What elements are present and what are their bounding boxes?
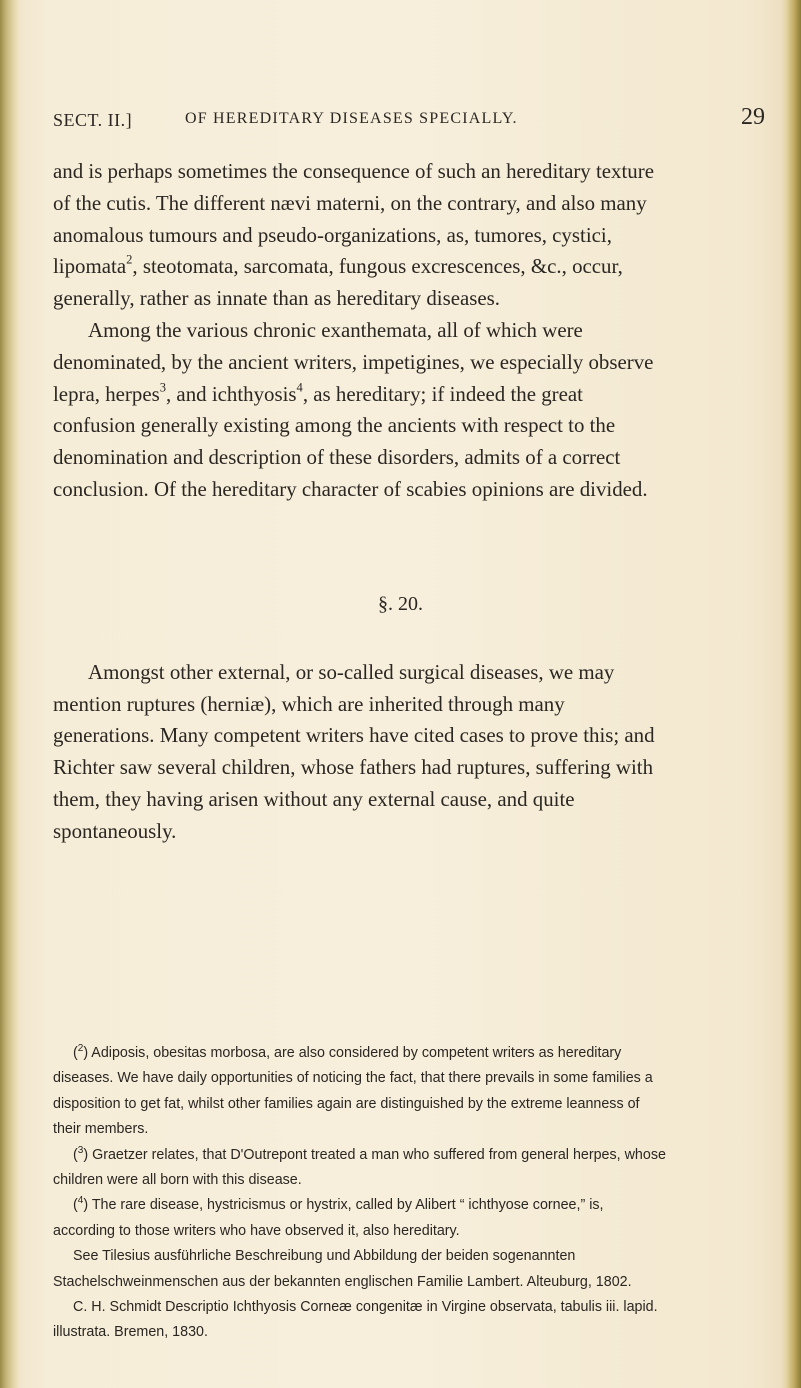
footnote-3 (53, 1143, 668, 1194)
body-text (53, 156, 668, 506)
footnote-3-number: 3 (77, 1144, 84, 1156)
header-title: OF HEREDITARY DISEASES SPECIALLY. (185, 110, 518, 127)
footnote-3-close: ) (83, 1146, 89, 1163)
footnote-4-number: 4 (77, 1195, 84, 1207)
footnotes (53, 1041, 668, 1346)
section-paragraph: Amongst other external, or so-called surgical diseases, we may mention ruptures (herniæ), which are inherited through many generations. Many competent writers have cited cases to prove this; and Richter saw several children, whose fathers had ruptures, suffering with them, they having arisen without any external cause, and quite spontaneously. (53, 659, 655, 843)
footnote-4-close: ) (83, 1197, 89, 1214)
footnote-4 (53, 1193, 668, 1244)
paragraph-2 (53, 315, 668, 506)
header-section: SECT. II.] (53, 110, 133, 130)
footnote-4-tilesius: See Tilesius ausführliche Beschreibung und Abbildung der beiden sogenannten Stachelschweinmenschen aus der bekannten englischen Familie Lambert. Alteuburg, 1802. (53, 1248, 632, 1290)
footnote-2-open: ( (73, 1045, 78, 1061)
footnote-ref-4: 4 (296, 380, 303, 395)
footnote-ref-3: 3 (159, 380, 166, 395)
paragraph-2-text-a: Among the various chronic exanthemata, all of which were denominated, by the ancient writers, impetigines, we especially observe lepra, herpes (53, 317, 654, 406)
footnote-2-close: ) (83, 1045, 89, 1061)
page-left-edge (0, 0, 20, 1388)
footnote-2-number: 2 (77, 1043, 84, 1054)
footnote-3-text: Graetzer relates, that D'Outrepont treated a man who suffered from general herpes, whose children were all born with this disease. (53, 1146, 666, 1189)
running-header (53, 104, 765, 140)
paragraph-1 (53, 156, 668, 315)
section-heading: §. 20. (378, 593, 423, 615)
paragraph-1-text-b: , steotomata, sarcomata, fungous excrescences, &c., occur, generally, rather as innate than as hereditary diseases. (53, 254, 623, 311)
footnote-4-open: ( (73, 1197, 78, 1214)
footnote-4-schmidt: C. H. Schmidt Descriptio Ichthyosis Corneæ congenitæ in Virgine observata, tabulis iii. lapid. illustrata. Bremen, 1830. (53, 1299, 658, 1341)
paragraph-2-text-c: , as hereditary; if indeed the great confusion generally existing among the ancients with respect to the denomination and description of these disorders, admits of a correct conclusion. Of the hereditary character of scabies opinions are divided. (53, 381, 648, 501)
footnote-4-text: The rare disease, hystricismus or hystrix, called by Alibert “ ichthyose cornee,” is, according to those writers who have observed it, also hereditary. (53, 1197, 604, 1239)
footnote-3-open: ( (73, 1146, 78, 1163)
page-right-edge (781, 0, 801, 1388)
footnote-2-text: Adiposis, obesitas morbosa, are also considered by competent writers as hereditary diseases. We have daily opportunities of noticing the fact, that there prevails in some families a disposition to get fat, whilst other families again are distinguished by the extreme leanness of their members. (53, 1045, 653, 1138)
paragraph-2-text-b: , and ichthyosis (165, 381, 297, 406)
footnote-2 (53, 1041, 668, 1143)
page-number: 29 (741, 104, 765, 130)
paragraph-1-text-a: and is perhaps sometimes the consequence of such an hereditary texture of the cutis. The different nævi materni, on the contrary, and also many anomalous tumours and pseudo-organizations, as, tumores, cystici, lipomata (53, 159, 654, 279)
footnote-ref-2: 2 (126, 253, 133, 267)
